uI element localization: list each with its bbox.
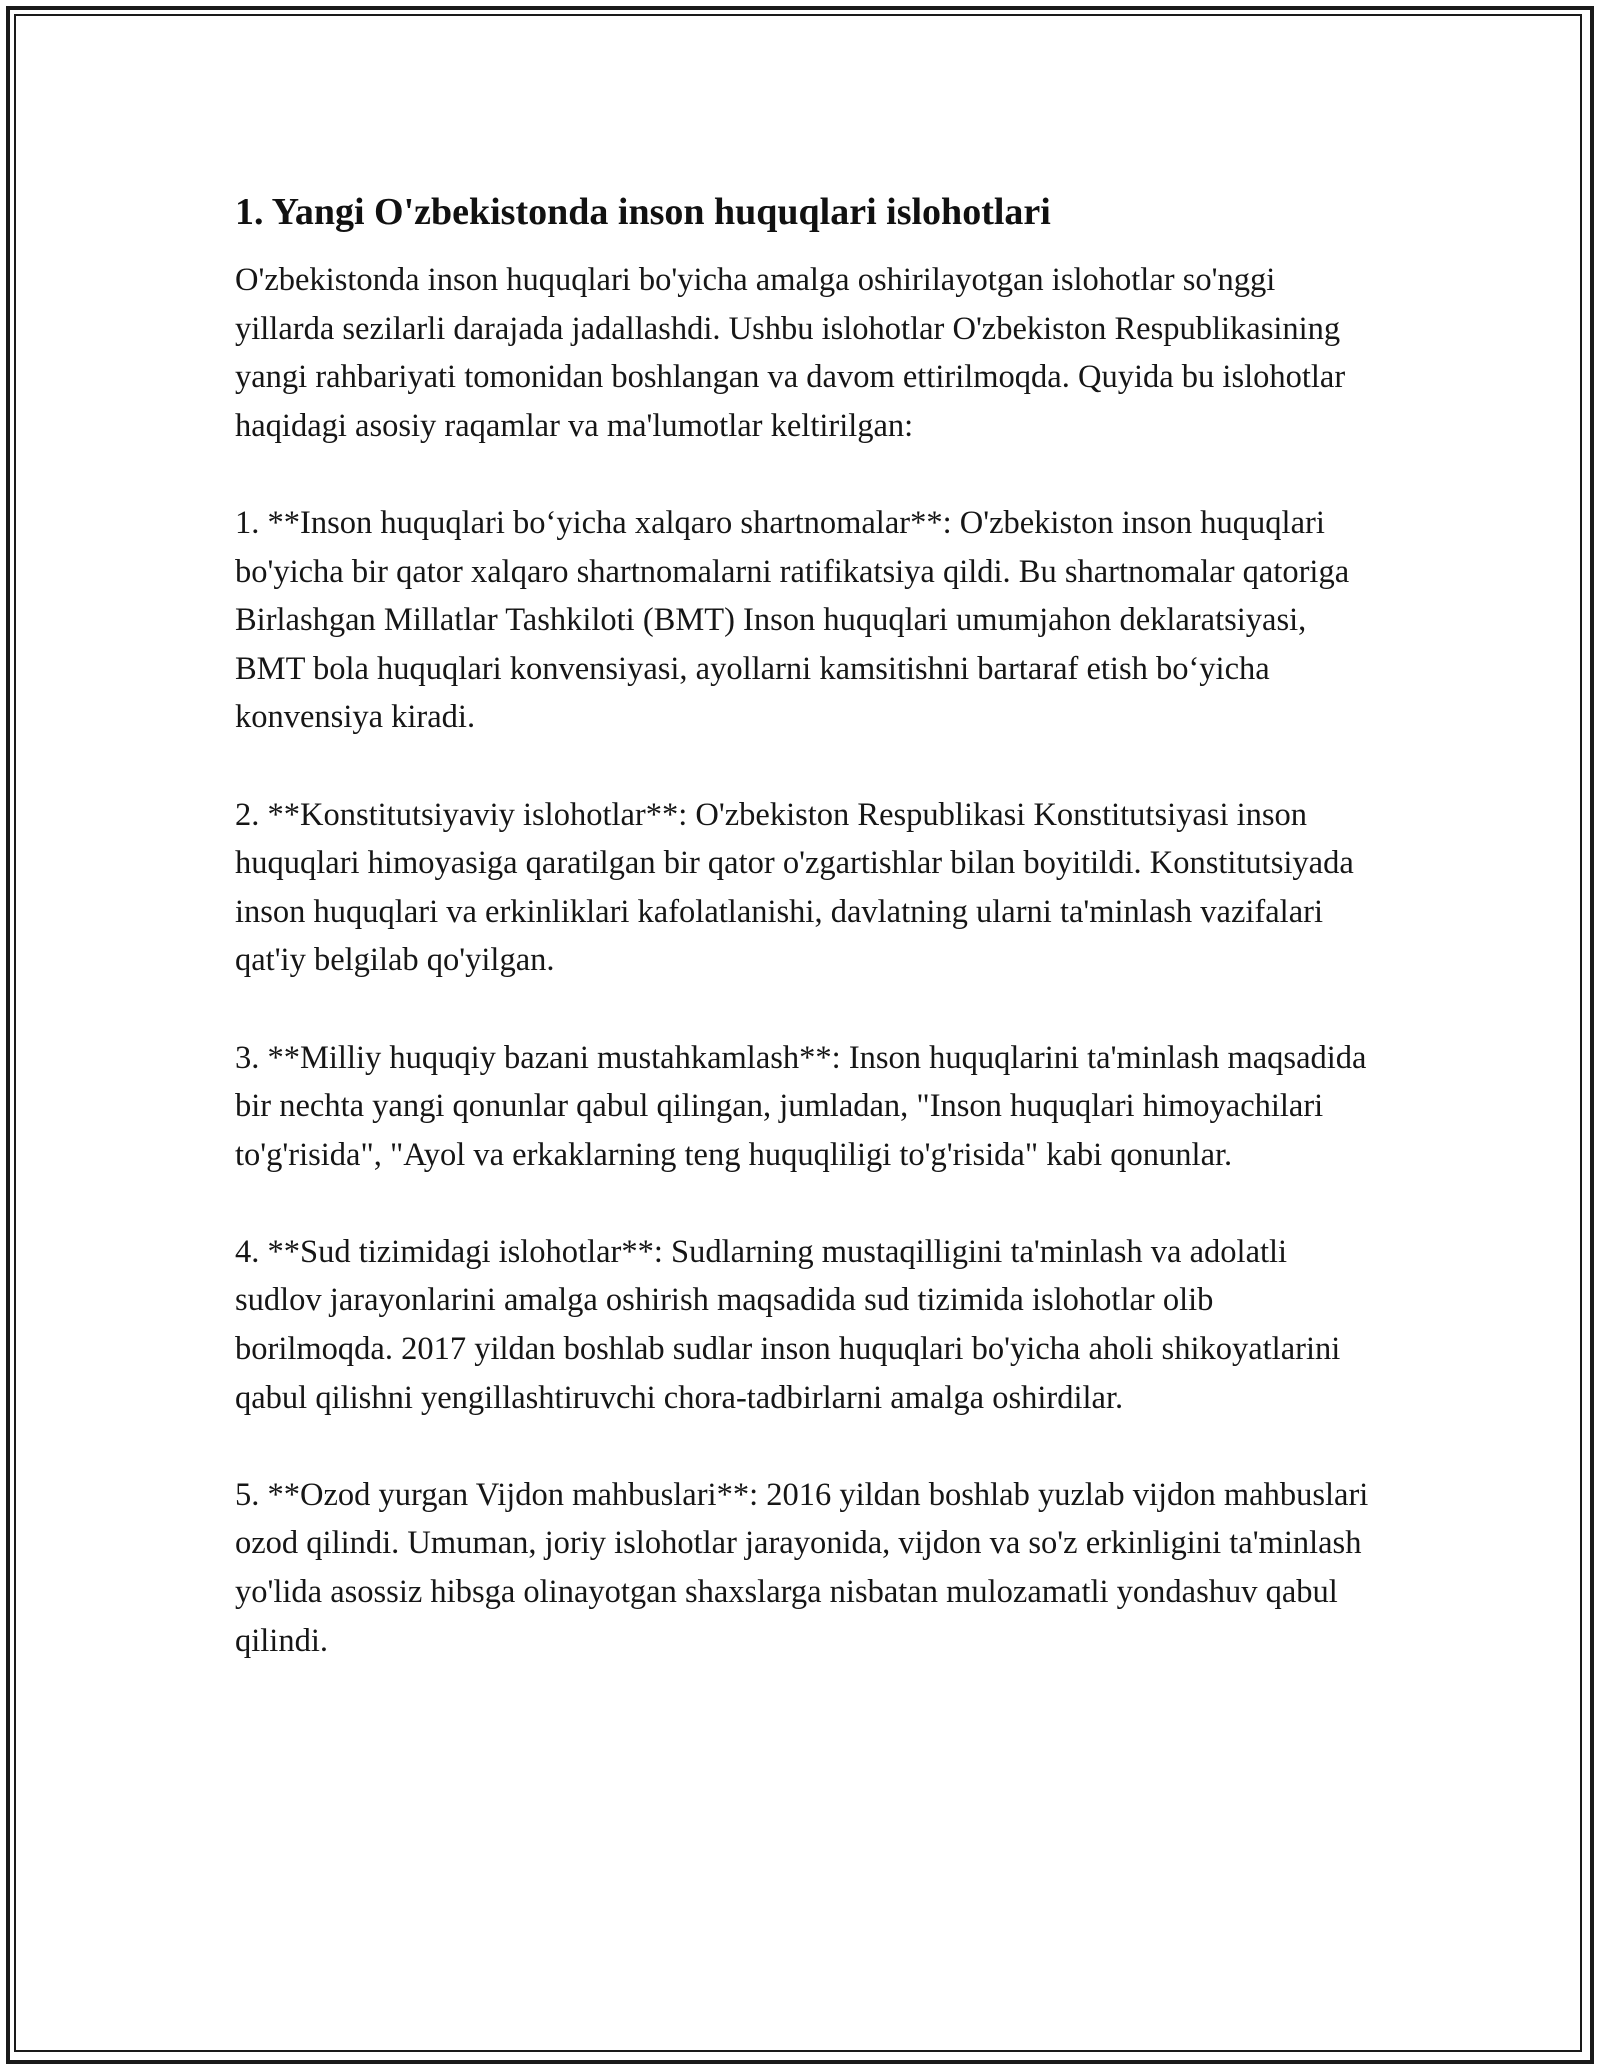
- list-item-constitutional-reforms: 2. **Konstitutsiyaviy islohotlar**: O'zbekiston Respublikasi Konstitutsiyasi inson huquqlari himoyasiga qaratilgan bir qator o'zgartishlar bilan boyitildi. Konstitutsiyada inson huquqlari va erkinliklari kafolatlanishi, davlatning ularni ta'minlash vazifalari qat'iy belgilab qo'yilgan.: [235, 796, 1354, 979]
- list-item-international-treaties: 1. **Inson huquqlari bo‘yicha xalqaro shartnomalar**: O'zbekiston inson huquqlari bo'yicha bir qator xalqaro shartnomalarni ratifikatsiya qildi. Bu shartnomalar qatoriga Birlashgan Millatlar Tashkiloti (BMT) Inson huquqlari umumjahon deklaratsiyasi, BMT bola huquqlari konvensiyasi, ayollarni kamsitishni bartaraf etish bo‘yicha konvensiya kiradi.: [235, 504, 1350, 736]
- document-title: 1. Yangi O'zbekistonda inson huquqlari islohotlari: [235, 191, 1051, 233]
- intro-paragraph: O'zbekistonda inson huquqlari bo'yicha amalga oshirilayotgan islohotlar so'nggi yillarda sezilarli darajada jadallashdi. Ushbu islohotlar O'zbekiston Respublikasining yangi rahbariyati tomonidan boshlangan va davom ettirilmoqda. Quyida bu islohotlar haqidagi asosiy raqamlar va ma'lumotlar keltirilgan:: [235, 262, 1346, 444]
- document-body: [235, 186, 1375, 1714]
- list-item-prisoners-of-conscience: 5. **Ozod yurgan Vijdon mahbuslari**: 2016 yildan boshlab yuzlab vijdon mahbuslari ozod qilindi. Umuman, joriy islohotlar jarayonida, vijdon va so'z erkinligini ta'minlash yo'lida asossiz hibsga olinayotgan shaxslarga nisbatan mulozamatli yondashuv qabul qilindi.: [235, 1476, 1369, 1659]
- list-item-judicial-reforms: 4. **Sud tizimidagi islohotlar**: Sudlarning mustaqilligini ta'minlash va adolatli sudlov jarayonlarini amalga oshirish maqsadida sud tizimida islohotlar olib borilmoqda. 2017 yildan boshlab sudlar inson huquqlari bo'yicha aholi shikoyatlarini qabul qilishni yengillashtiruvchi chora-tadbirlarni amalga oshirdilar.: [235, 1233, 1341, 1416]
- list-item-national-legal-base: 3. **Milliy huquqiy bazani mustahkamlash**: Inson huquqlarini ta'minlash maqsadida bir nechta yangi qonunlar qabul qilingan, jumladan, "Inson huquqlari himoyachilari to'g'risida", "Ayol va erkaklarning teng huquqliligi to'g'risida" kabi qonunlar.: [235, 1039, 1367, 1173]
